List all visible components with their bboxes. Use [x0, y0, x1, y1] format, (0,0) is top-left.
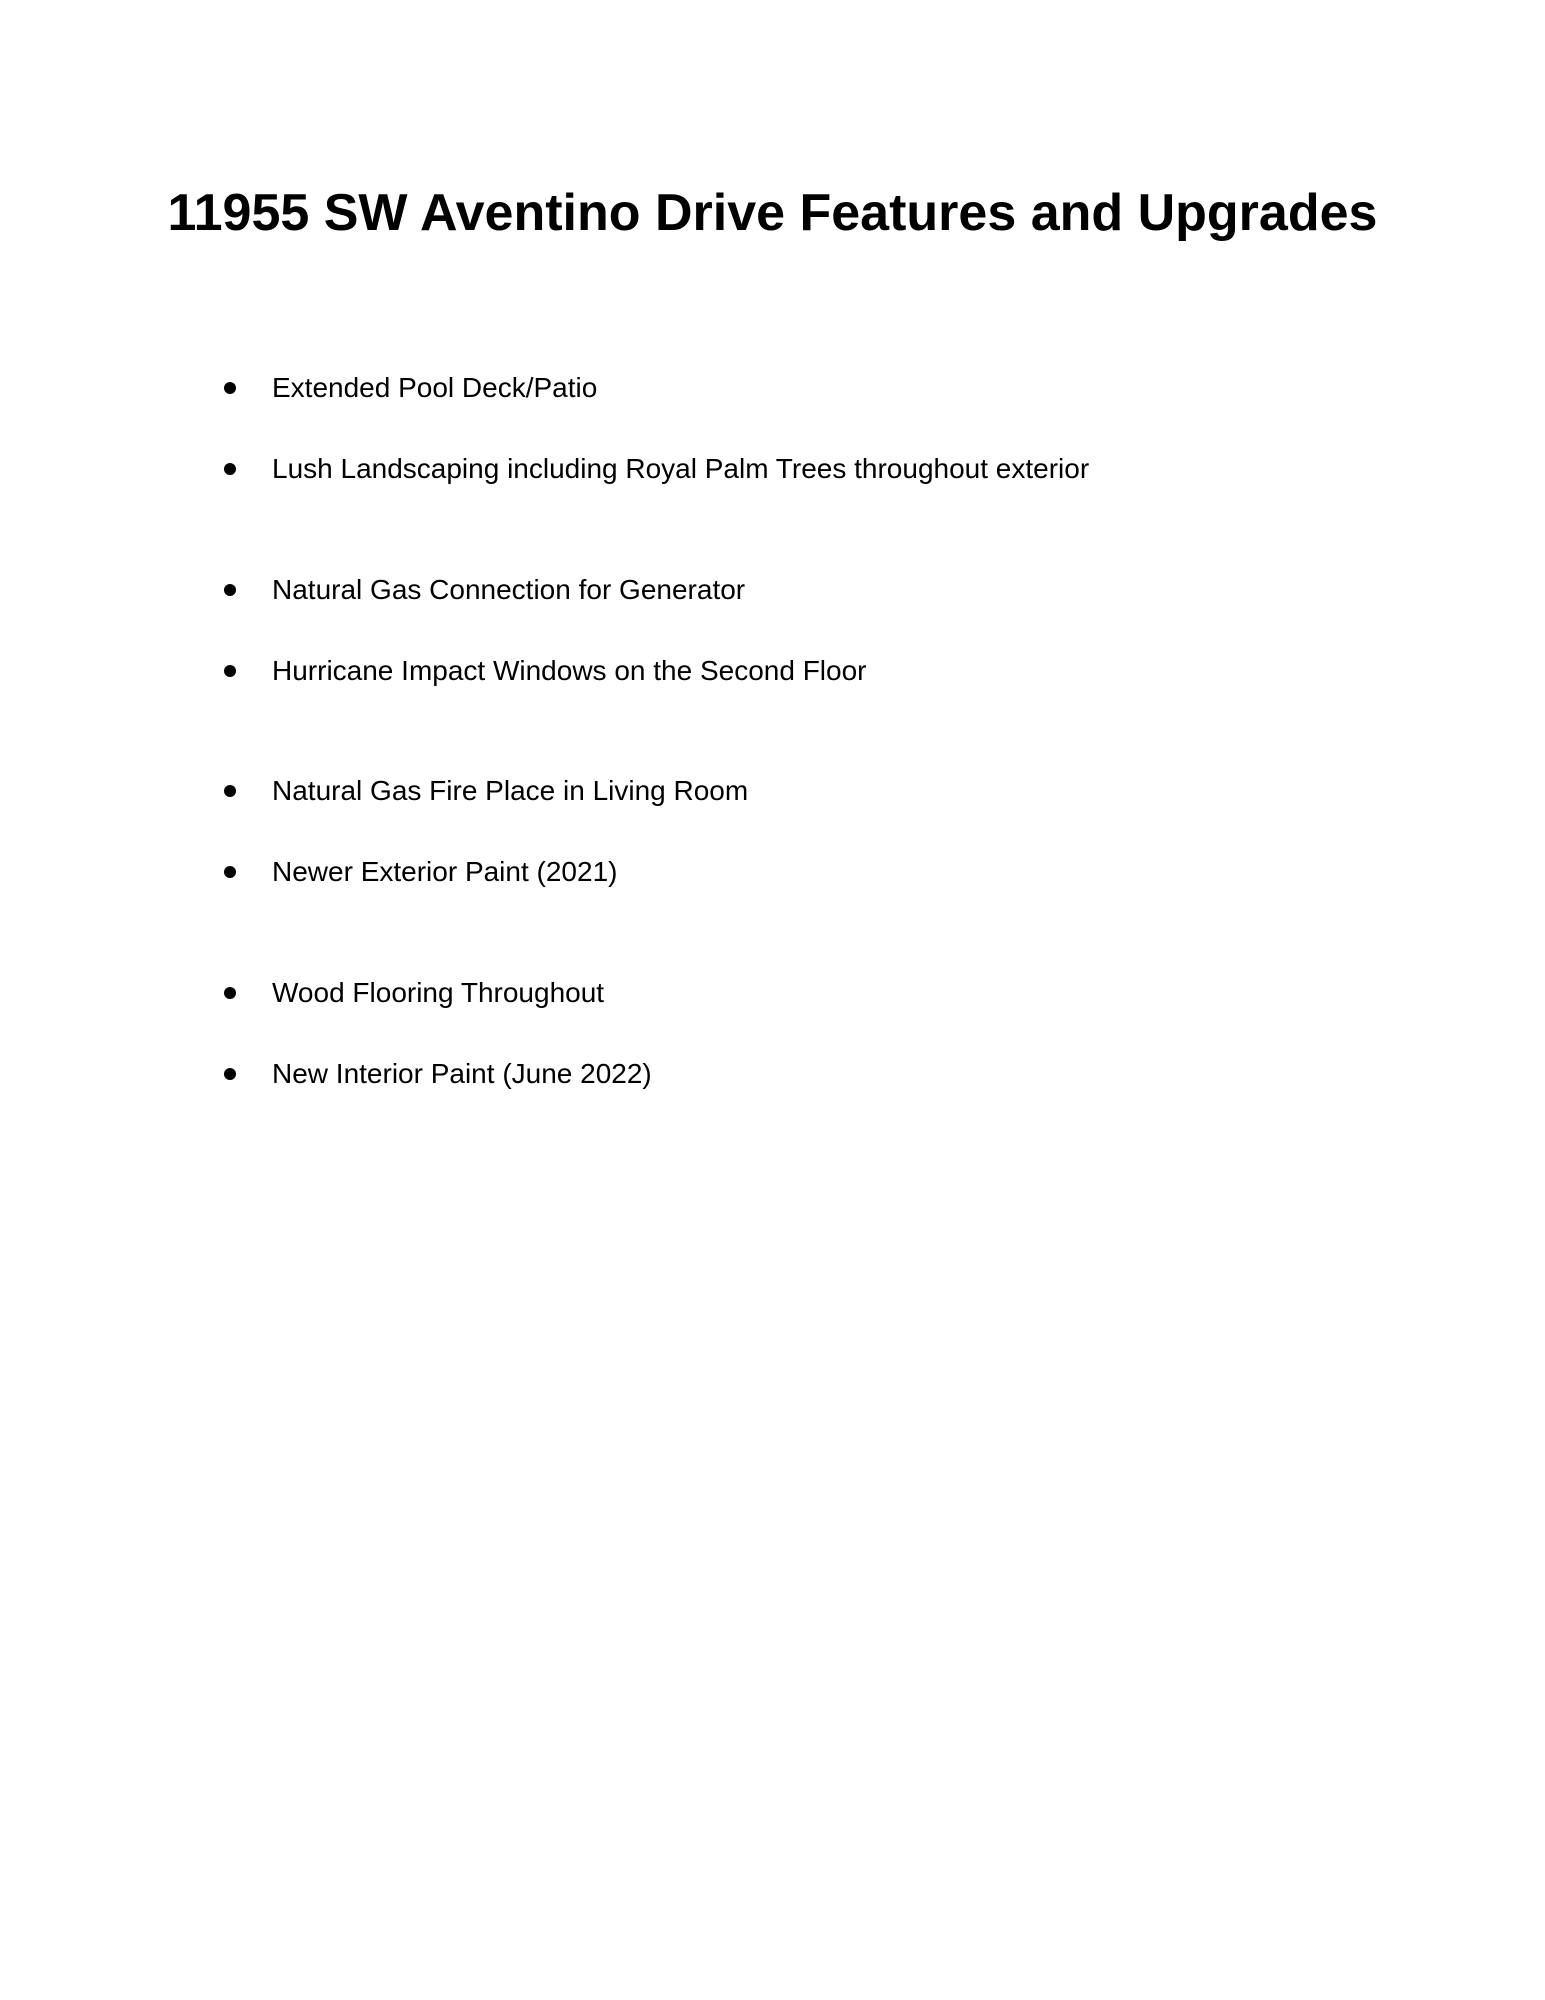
list-item-label: Lush Landscaping including Royal Palm Trees throughout exterior — [272, 453, 1090, 484]
list-item — [224, 368, 597, 408]
list-item-label: Wood Flooring Throughout — [272, 977, 605, 1008]
list-item — [224, 771, 748, 811]
list-item — [224, 973, 604, 1013]
list-item-label: New Interior Paint (June 2022) — [272, 1058, 652, 1089]
list-item — [224, 651, 867, 691]
list-item-label: Natural Gas Fire Place in Living Room — [272, 775, 749, 806]
bullet-icon — [224, 785, 236, 797]
bullet-icon — [224, 1068, 236, 1080]
list-item-label: Natural Gas Connection for Generator — [272, 574, 746, 605]
bullet-icon — [224, 665, 236, 677]
list-item-label: Extended Pool Deck/Patio — [272, 372, 598, 403]
bullet-icon — [224, 463, 236, 475]
list-item-label: Hurricane Impact Windows on the Second Floor — [272, 655, 867, 686]
bullet-icon — [224, 987, 236, 999]
page-title: 11955 SW Aventino Drive Features and Upgrades — [167, 184, 1378, 242]
list-item — [224, 852, 617, 892]
list-item — [224, 449, 1089, 489]
list-item-label: Newer Exterior Paint (2021) — [272, 856, 618, 887]
bullet-icon — [224, 866, 236, 878]
list-item — [224, 570, 745, 610]
bullet-icon — [224, 382, 236, 394]
bullet-icon — [224, 584, 236, 596]
list-item — [224, 1054, 652, 1094]
